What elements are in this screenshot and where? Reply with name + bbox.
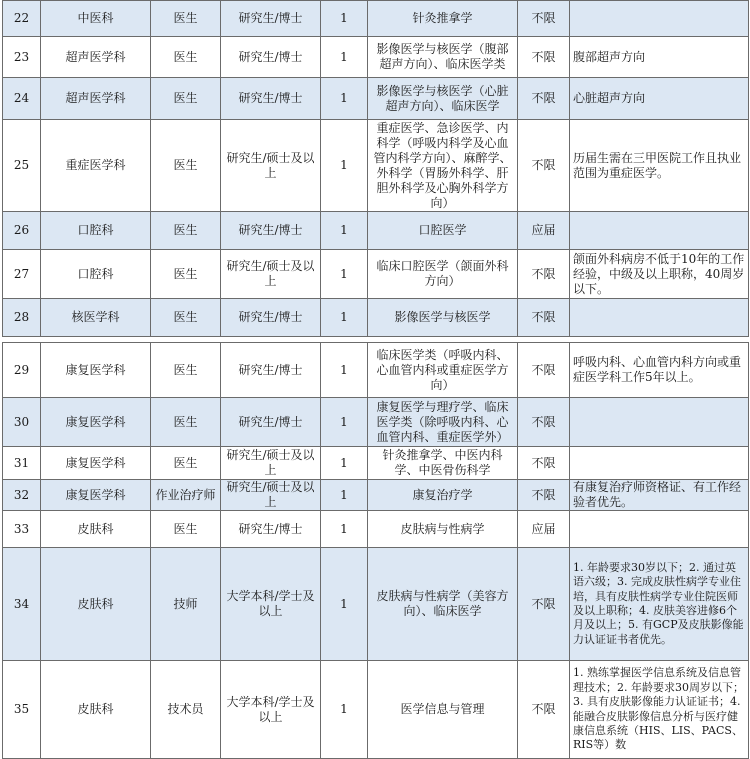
- hiring-count: 1: [321, 447, 368, 480]
- hiring-count: 1: [321, 480, 368, 511]
- other-requirements: 有康复治疗师资格证、有工作经验者优先。: [570, 480, 749, 511]
- education-requirement: 研究生/博士: [221, 398, 321, 447]
- recruitment-table-part-2: [2, 342, 749, 759]
- row-number: 31: [3, 447, 41, 480]
- hiring-count: 1: [321, 250, 368, 299]
- household-requirement: 应届: [518, 212, 570, 250]
- household-requirement: 不限: [518, 447, 570, 480]
- education-requirement: 研究生/博士: [221, 78, 321, 120]
- household-requirement: 不限: [518, 1, 570, 37]
- table-row: [3, 250, 749, 299]
- major-requirement: 影像医学与核医学: [368, 299, 518, 337]
- household-requirement: 不限: [518, 250, 570, 299]
- department: 口腔科: [41, 250, 151, 299]
- department: 康复医学科: [41, 343, 151, 398]
- major-requirement: 皮肤病与性病学: [368, 511, 518, 548]
- row-number: 35: [3, 661, 41, 759]
- table-row: [3, 398, 749, 447]
- department: 康复医学科: [41, 447, 151, 480]
- major-requirement: 影像医学与核医学（腹部超声方向）、临床医学类: [368, 37, 518, 78]
- row-number: 30: [3, 398, 41, 447]
- department: 皮肤科: [41, 511, 151, 548]
- position-title: 医生: [151, 343, 221, 398]
- position-title: 医生: [151, 212, 221, 250]
- position-title: 医生: [151, 299, 221, 337]
- recruitment-table-part-1: [2, 0, 749, 337]
- other-requirements: 颌面外科病房不低于10年的工作经验，中级及以上职称，40周岁以下。: [570, 250, 749, 299]
- row-number: 25: [3, 120, 41, 212]
- row-number: 22: [3, 1, 41, 37]
- hiring-count: 1: [321, 299, 368, 337]
- education-requirement: 研究生/博士: [221, 343, 321, 398]
- household-requirement: 不限: [518, 661, 570, 759]
- department: 核医学科: [41, 299, 151, 337]
- other-requirements: [570, 212, 749, 250]
- row-number: 28: [3, 299, 41, 337]
- hiring-count: 1: [321, 511, 368, 548]
- table-row: [3, 120, 749, 212]
- hiring-count: 1: [321, 1, 368, 37]
- other-requirements: 腹部超声方向: [570, 37, 749, 78]
- hiring-count: 1: [321, 548, 368, 661]
- household-requirement: 不限: [518, 480, 570, 511]
- row-number: 26: [3, 212, 41, 250]
- hiring-count: 1: [321, 398, 368, 447]
- row-number: 34: [3, 548, 41, 661]
- other-requirements: 历届生需在三甲医院工作且执业范围为重症医学。: [570, 120, 749, 212]
- table-row: [3, 212, 749, 250]
- position-title: 医生: [151, 250, 221, 299]
- other-requirements: 心脏超声方向: [570, 78, 749, 120]
- table-row: [3, 1, 749, 37]
- hiring-count: 1: [321, 343, 368, 398]
- major-requirement: 重症医学、急诊医学、内科学（呼吸内科学及心血管内科学方向）、麻醉学、外科学（胃肠外科学、肝胆外科学及心胸外科学方向）: [368, 120, 518, 212]
- education-requirement: 研究生/博士: [221, 212, 321, 250]
- position-title: 医生: [151, 398, 221, 447]
- table-row: [3, 343, 749, 398]
- table-row: [3, 78, 749, 120]
- major-requirement: 皮肤病与性病学（美容方向）、临床医学: [368, 548, 518, 661]
- department: 口腔科: [41, 212, 151, 250]
- department: 中医科: [41, 1, 151, 37]
- position-title: 医生: [151, 511, 221, 548]
- table-row: [3, 511, 749, 548]
- education-requirement: 研究生/硕士及以上: [221, 250, 321, 299]
- department: 康复医学科: [41, 480, 151, 511]
- position-title: 医生: [151, 78, 221, 120]
- other-requirements: 1. 年龄要求30岁以下；2. 通过英语六级；3. 完成皮肤性病学专业住培，具有皮肤性病学专业住院医师及以上职称；4. 皮肤美容进修6个月及以上；5. 有GCP及皮肤影像能力认证证书者优先。: [570, 548, 749, 661]
- education-requirement: 研究生/硕士及以上: [221, 480, 321, 511]
- other-requirements: [570, 447, 749, 480]
- major-requirement: 临床口腔医学（颌面外科方向）: [368, 250, 518, 299]
- row-number: 32: [3, 480, 41, 511]
- major-requirement: 针灸推拿学: [368, 1, 518, 37]
- row-number: 23: [3, 37, 41, 78]
- other-requirements: [570, 1, 749, 37]
- department: 康复医学科: [41, 398, 151, 447]
- other-requirements: [570, 511, 749, 548]
- table-row: [3, 447, 749, 480]
- major-requirement: 口腔医学: [368, 212, 518, 250]
- department: 皮肤科: [41, 661, 151, 759]
- education-requirement: 研究生/硕士及以上: [221, 447, 321, 480]
- department: 超声医学科: [41, 78, 151, 120]
- department: 皮肤科: [41, 548, 151, 661]
- household-requirement: 不限: [518, 37, 570, 78]
- position-title: 作业治疗师: [151, 480, 221, 511]
- row-number: 27: [3, 250, 41, 299]
- other-requirements: 1. 熟练掌握医学信息系统及信息管理技术；2. 年龄要求30周岁以下；3. 具有皮肤影像能力认证证书；4. 能融合皮肤影像信息分析与医疗健康信息系统（HIS、LIS、PACS、RIS等）数: [570, 661, 749, 759]
- education-requirement: 大学本科/学士及以上: [221, 661, 321, 759]
- row-number: 33: [3, 511, 41, 548]
- household-requirement: 不限: [518, 548, 570, 661]
- education-requirement: 研究生/硕士及以上: [221, 120, 321, 212]
- other-requirements: [570, 299, 749, 337]
- hiring-count: 1: [321, 212, 368, 250]
- education-requirement: 大学本科/学士及以上: [221, 548, 321, 661]
- hiring-count: 1: [321, 661, 368, 759]
- department: 超声医学科: [41, 37, 151, 78]
- hiring-count: 1: [321, 37, 368, 78]
- education-requirement: 研究生/博士: [221, 1, 321, 37]
- position-title: 技术员: [151, 661, 221, 759]
- position-title: 医生: [151, 447, 221, 480]
- position-title: 技师: [151, 548, 221, 661]
- position-title: 医生: [151, 120, 221, 212]
- department: 重症医学科: [41, 120, 151, 212]
- hiring-count: 1: [321, 78, 368, 120]
- other-requirements: 呼吸内科、心血管内科方向或重症医学科工作5年以上。: [570, 343, 749, 398]
- household-requirement: 应届: [518, 511, 570, 548]
- household-requirement: 不限: [518, 299, 570, 337]
- table-row: [3, 548, 749, 661]
- major-requirement: 针灸推拿学、中医内科学、中医骨伤科学: [368, 447, 518, 480]
- table-row: [3, 37, 749, 78]
- row-number: 29: [3, 343, 41, 398]
- row-number: 24: [3, 78, 41, 120]
- education-requirement: 研究生/博士: [221, 37, 321, 78]
- household-requirement: 不限: [518, 78, 570, 120]
- household-requirement: 不限: [518, 398, 570, 447]
- major-requirement: 康复治疗学: [368, 480, 518, 511]
- education-requirement: 研究生/博士: [221, 299, 321, 337]
- table-row: [3, 661, 749, 759]
- position-title: 医生: [151, 37, 221, 78]
- table-row: [3, 299, 749, 337]
- major-requirement: 影像医学与核医学（心脏超声方向）、临床医学: [368, 78, 518, 120]
- household-requirement: 不限: [518, 343, 570, 398]
- position-title: 医生: [151, 1, 221, 37]
- hiring-count: 1: [321, 120, 368, 212]
- major-requirement: 医学信息与管理: [368, 661, 518, 759]
- table-row: [3, 480, 749, 511]
- education-requirement: 研究生/博士: [221, 511, 321, 548]
- major-requirement: 临床医学类（呼吸内科、心血管内科或重症医学方向）: [368, 343, 518, 398]
- household-requirement: 不限: [518, 120, 570, 212]
- other-requirements: [570, 398, 749, 447]
- major-requirement: 康复医学与理疗学、临床医学类（除呼吸内科、心血管内科、重症医学外）: [368, 398, 518, 447]
